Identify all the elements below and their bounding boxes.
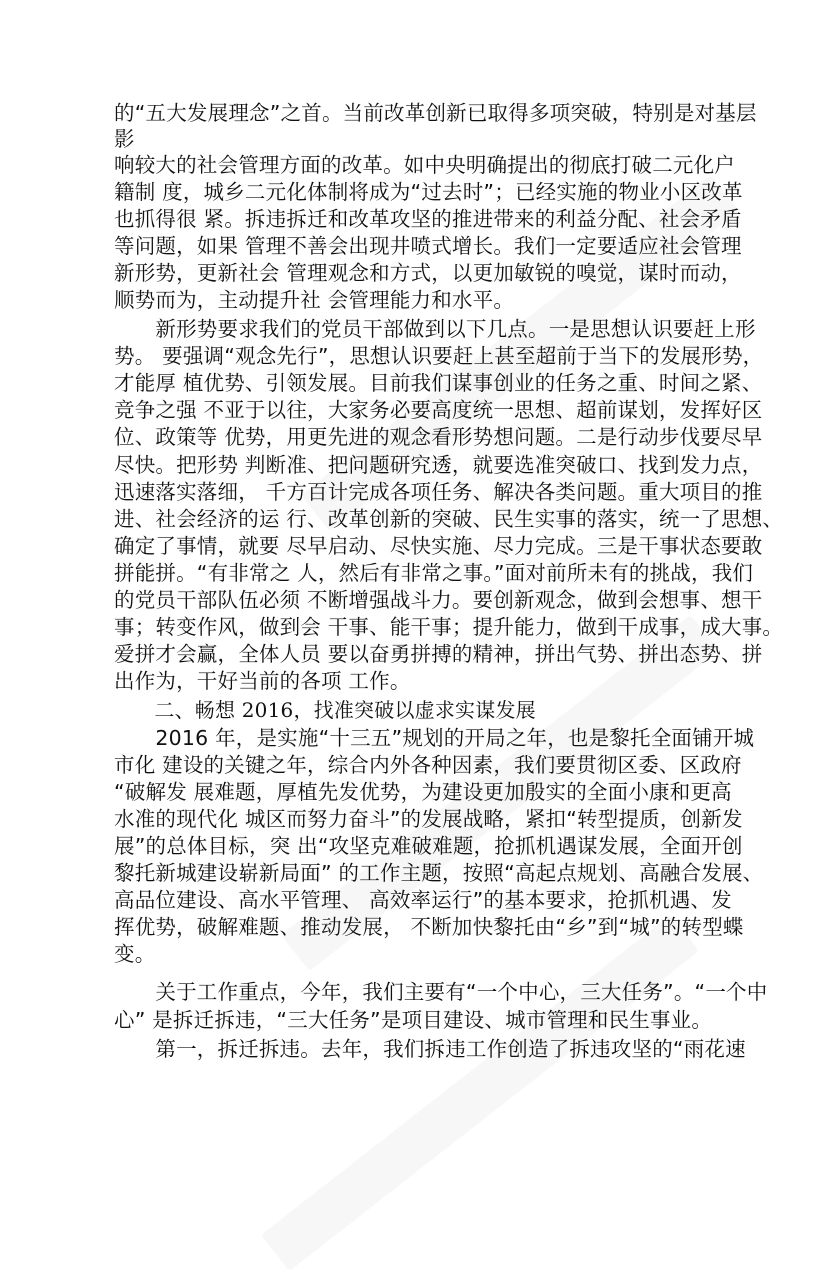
section-heading: 二、畅想 2016，找准突破以虚求实谋发展 [114,698,536,722]
text-line: 竞争之强 不亚于以往，大家务必要高度统一思想、超前谋划，发挥好区 [114,398,763,422]
text-line: 拼能拼。“有非常之 人，然后有非常之事。”面对前所未有的挑战，我们 [114,561,754,585]
text-line: 势。 要强调“观念先行”，思想认识要赶上甚至超前于当下的发展形势， [114,344,764,368]
text-line: 籍制 度，城乡二元化体制将成为“过去时”；已经实施的物业小区改革 [114,180,743,204]
text-line: 2016 年，是实施“十三五”规划的开局之年，也是黎托全面铺开城 [114,726,755,750]
text-line: 顺势而为，主动提升社 会管理能力和水平。 [114,288,515,312]
text-line: 挥优势，破解难题、推动发展， 不断加快黎托由“乡”到“城”的转型蝶 [114,915,744,939]
text-line: 才能厚 植优势、引领发展。目前我们谋事创业的任务之重、时间之紧、 [114,371,763,395]
text-line: 确定了事情，就要 尽早启动、尽快实施、尽力完成。三是干事状态要敢 [114,534,763,558]
text-line: 新形势，更新社会 管理观念和方式，以更加敏锐的嗅觉，谋时而动， [114,261,742,285]
text-line: 黎托新城建设崭新局面” 的工作主题，按照“高起点规划、高融合发展、 [114,861,764,885]
text-line: 响较大的社会管理方面的改革。如中央明确提出的彻底打破二元化户 [114,153,735,177]
text-line: 新形势要求我们的党员干部做到以下几点。一是思想认识要赶上形 [114,317,756,341]
text-line: 爱拼才会赢，全体人员 要以奋勇拼搏的精神，拼出气势、拼出态势、拼 [114,642,763,666]
text-line: 等问题，如果 管理不善会出现井喷式增长。我们一定要适应社会管理 [114,234,742,258]
text-line: “破解发 展难题，厚植先发优势，为建设更加殷实的全面小康和更高 [114,780,732,804]
text-line: 出作为，干好当前的各项 工作。 [114,669,411,693]
text-line: 第一，拆迁拆违。去年，我们拆违工作创造了拆违攻坚的“雨花速 [114,1037,746,1061]
text-line: 水准的现代化 城区而努力奋斗”的发展战略，紧扣“转型提质，创新发 [114,807,743,831]
text-line: 位、政策等 优势，用更先进的观念看形势想问题。二是行动步伐要尽早 [114,425,763,449]
text-line: 变。 [114,942,156,966]
text-line: 高品位建设、高水平管理、 高效率运行”的基本要求，抢抓机遇、发 [114,888,732,912]
text-line: 关于工作重点，今年，我们主要有“一个中心，三大任务”。“一个中 [114,980,768,1004]
text-line: 的党员干部队伍必须 不断增强战斗力。要创新观念，做到会想事、想干 [114,588,763,612]
text-line: 也抓得很 紧。拆违拆迁和改革攻坚的推进带来的利益分配、社会矛盾 [114,207,742,231]
text-line: 迅速落实落细， 千方百计完成各项任务、解决各类问题。重大项目的推 [114,480,763,504]
text-line: 的“五大发展理念”之首。当前改革创新已取得多项突破，特别是对基层 [114,101,757,125]
text-line: 影 [114,127,135,151]
text-line: 心” 是拆迁拆违，“三大任务”是项目建设、城市管理和民生事业。 [114,1008,713,1032]
text-line: 尽快。把形势 判断准、把问题研究透，就要选准突破口、找到发力点， [114,453,763,477]
text-line: 展”的总体目标，突 出“攻坚克难破难题，抢抓机遇谋发展，全面开创 [114,834,743,858]
text-line: 进、社会经济的运 行、改革创新的突破、民生实事的落实，统一了思想、 [114,507,784,531]
text-line: 事；转变作风，做到会 干事、能干事；提升能力，做到干成事，成大事。 [114,615,784,639]
text-line: 市化 建设的关键之年，综合内外各种因素，我们要贯彻区委、区政府 [114,753,742,777]
